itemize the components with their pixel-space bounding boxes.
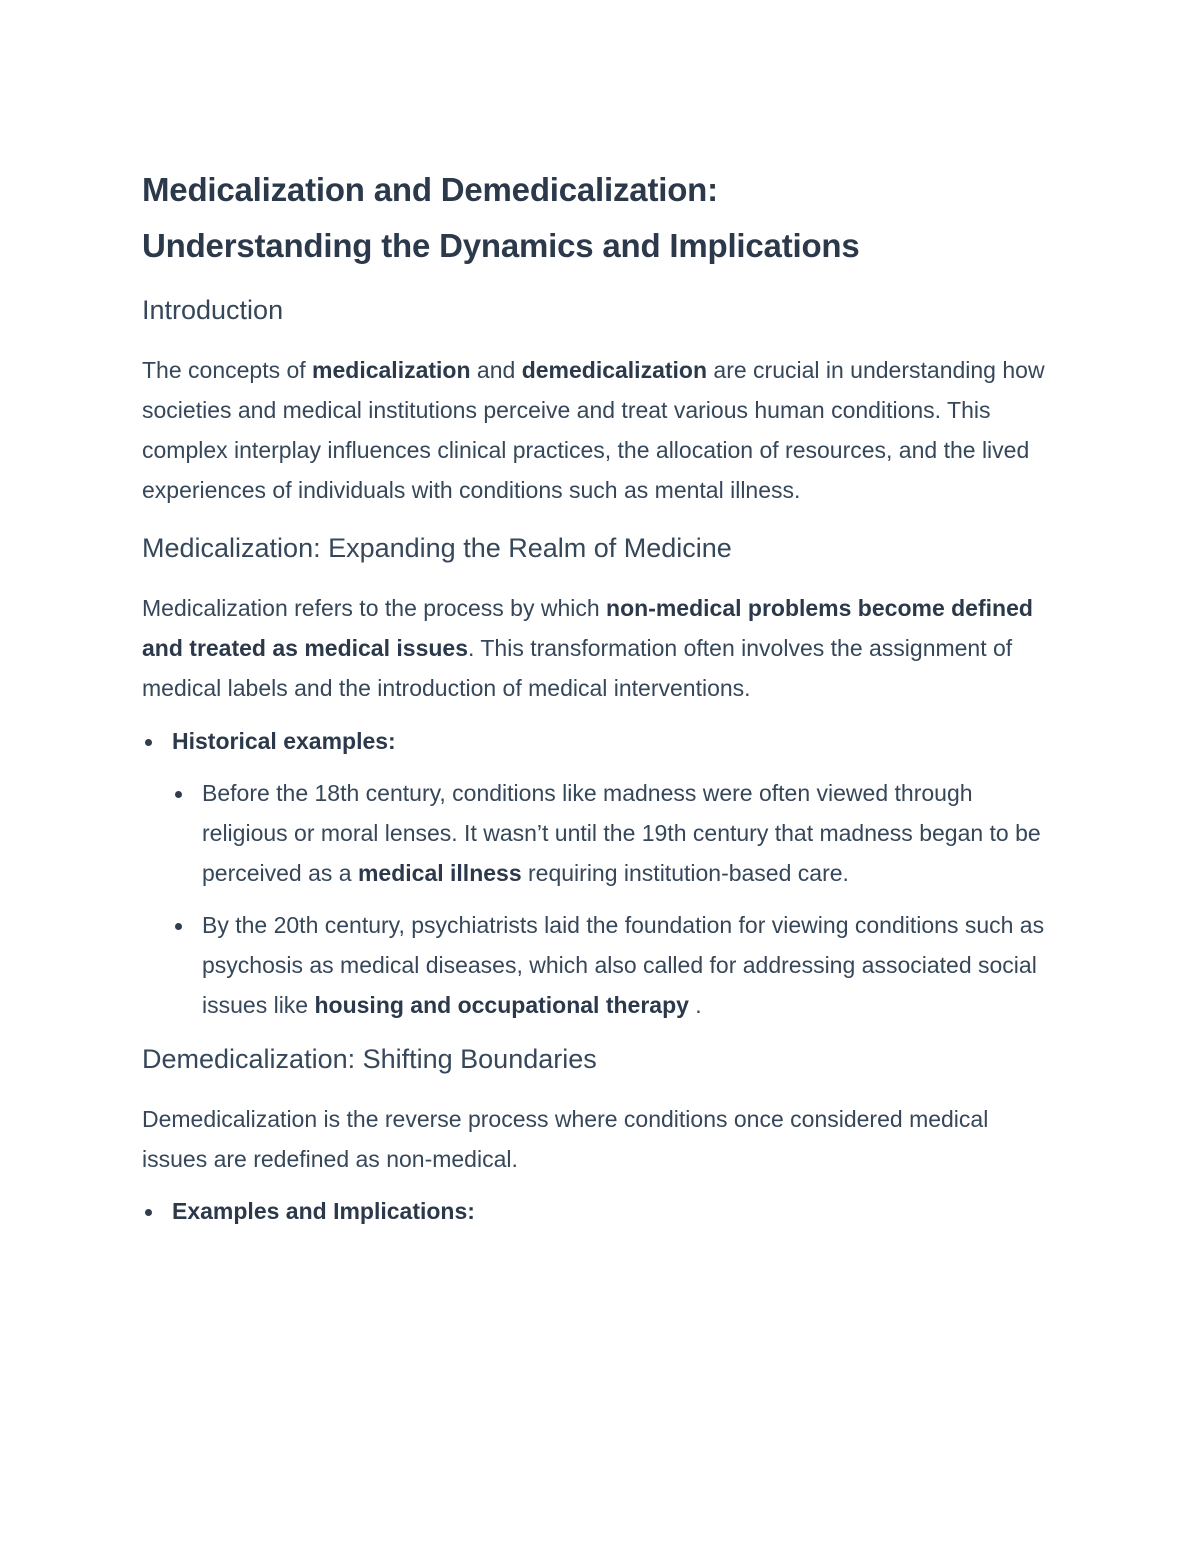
list-item xyxy=(142,1191,1052,1231)
med-text-1: Medicalization refers to the process by which xyxy=(142,595,607,621)
medicalization-paragraph xyxy=(142,588,1052,708)
intro-bold-medicalization: medicalization xyxy=(312,357,471,383)
list-item xyxy=(172,773,1052,893)
demedicalization-heading: Demedicalization: Shifting Boundaries xyxy=(142,1044,597,1074)
example-1-text-1: Before the 18th century, conditions like madness were often viewed through religious or moral lenses. It wasn’t until the 19th century that madness began to be perceived as a xyxy=(202,780,1041,886)
title-line-1: Medicalization and Demedicalization: xyxy=(142,171,718,208)
bullet-icon xyxy=(145,739,152,746)
document-page xyxy=(142,162,1052,1231)
bullet-icon xyxy=(175,791,182,798)
historical-examples-sublist xyxy=(172,773,1052,1025)
examples-implications-list xyxy=(142,1191,1052,1231)
example-2-text-2: . xyxy=(688,992,702,1018)
demedicalization-paragraph: Demedicalization is the reverse process where conditions once considered medical issues are redefined as non-medical. xyxy=(142,1106,989,1172)
introduction-heading: Introduction xyxy=(142,295,284,325)
list-item xyxy=(172,905,1052,1025)
medicalization-heading: Medicalization: Expanding the Realm of Medicine xyxy=(142,533,732,563)
bullet-icon xyxy=(145,1209,152,1216)
example-1-text-2: requiring institution-based care. xyxy=(521,860,849,886)
example-2-text-1: By the 20th century, psychiatrists laid the foundation for viewing conditions such as psychosis as medical diseases, which also called for addressing associated social issues like xyxy=(202,912,1045,1018)
med-text-2: . This transformation often involves the assignment of medical labels and the introduction of medical interventions. xyxy=(142,635,1013,701)
example-1-bold: medical illness xyxy=(357,860,522,886)
intro-text-1: The concepts of xyxy=(142,357,313,383)
title-line-2: Understanding the Dynamics and Implications xyxy=(142,227,860,264)
list-item xyxy=(142,721,1052,1025)
intro-text-2: and xyxy=(470,357,522,383)
document-title xyxy=(142,162,1052,274)
example-2-bold: housing and occupational therapy xyxy=(314,992,689,1018)
med-bold-definition: non-medical problems become defined and treated as medical issues xyxy=(142,595,1033,661)
examples-implications-label: Examples and Implications: xyxy=(172,1198,475,1224)
intro-text-3: are crucial in understanding how societies and medical institutions perceive and treat various human conditions. This complex interplay influences clinical practices, the allocation of resources, and the lived experiences of individuals with conditions such as mental illness. xyxy=(142,357,1045,503)
historical-examples-list xyxy=(142,721,1052,1025)
intro-bold-demedicalization: demedicalization xyxy=(521,357,708,383)
bullet-icon xyxy=(175,923,182,930)
historical-examples-label: Historical examples: xyxy=(172,728,396,754)
introduction-paragraph xyxy=(142,350,1052,510)
